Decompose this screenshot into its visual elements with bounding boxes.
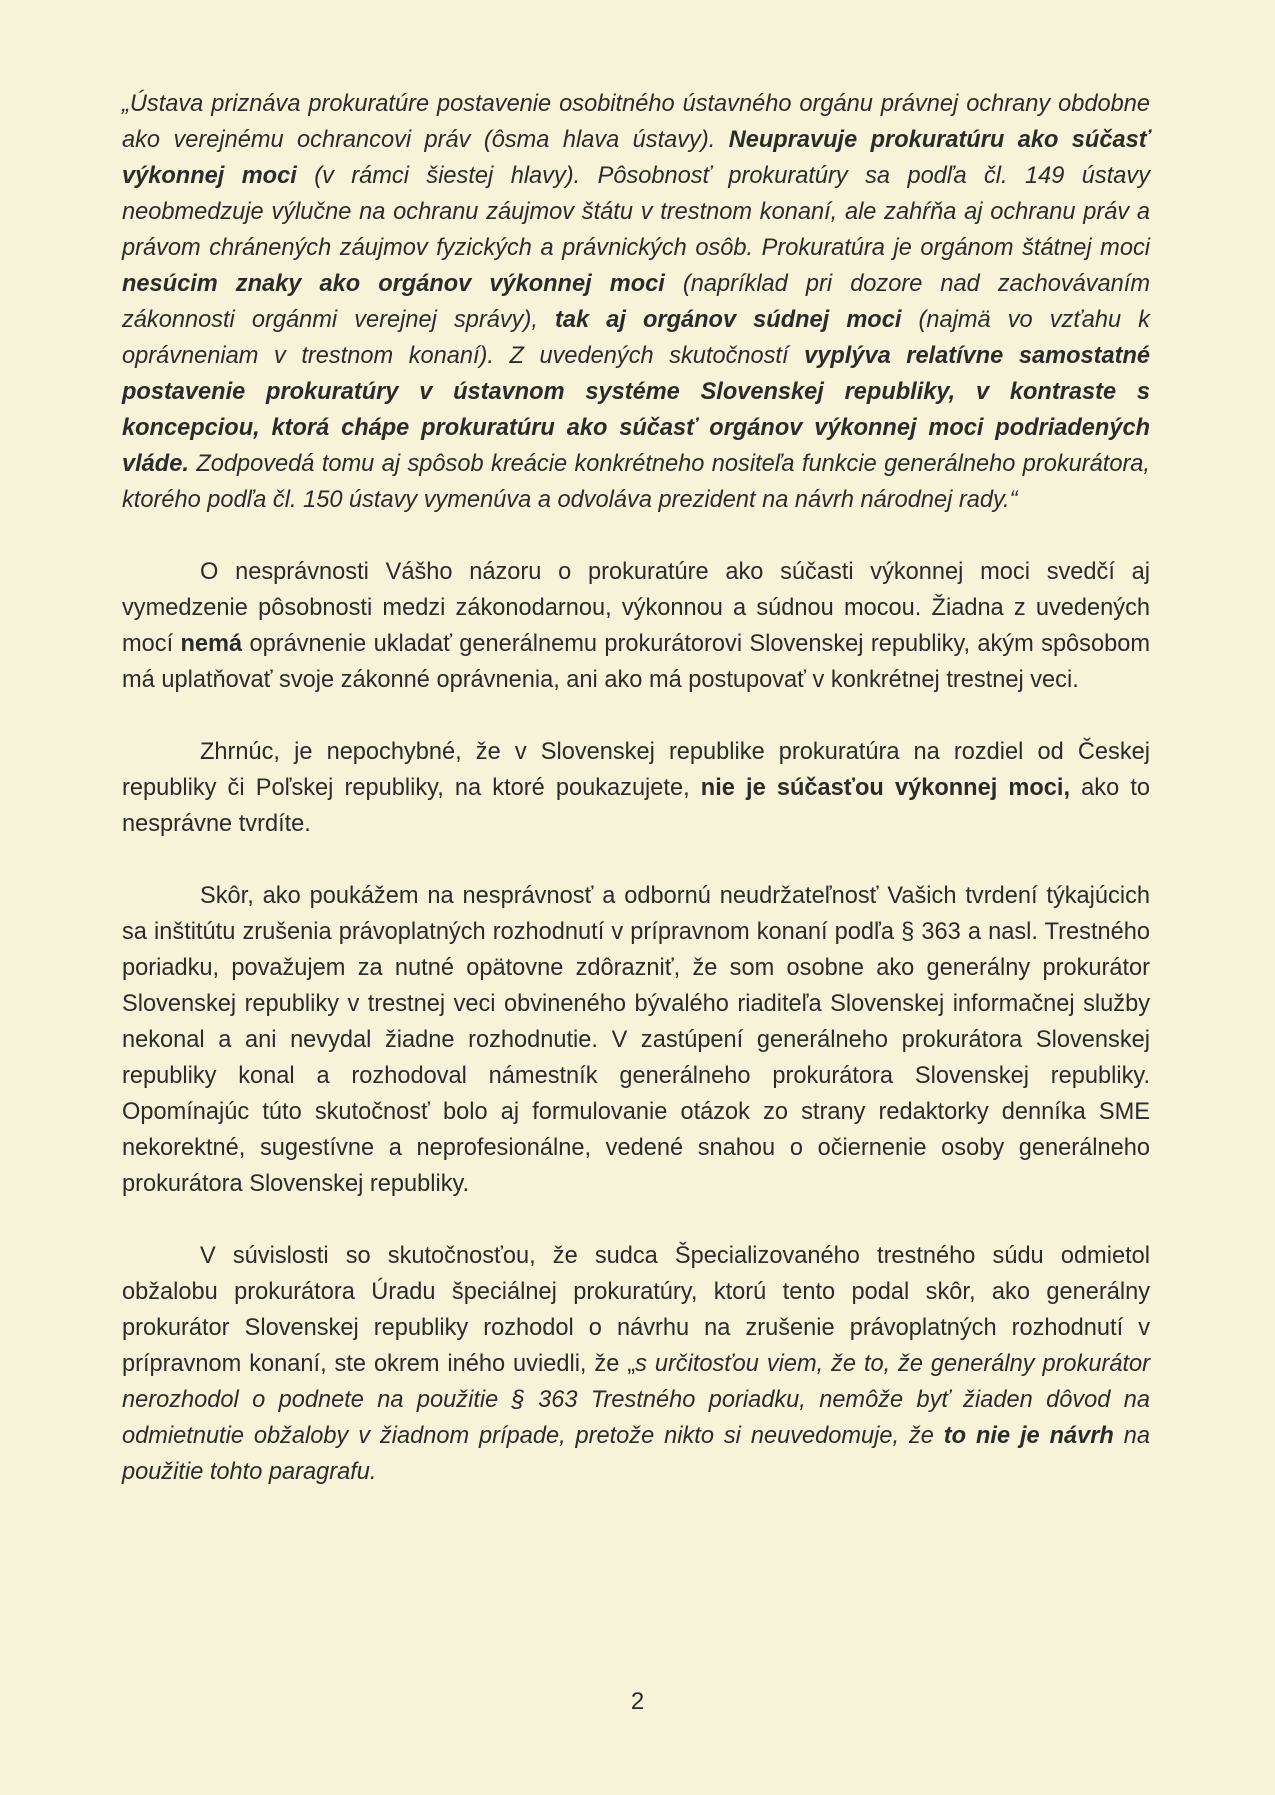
paragraph-4 [122,878,1150,1202]
text-segment: Skôr, ako poukážem na nesprávnosť a odbornú neudržateľnosť Vašich tvrdení týkajúcich sa inštitútu zrušenia právoplatných rozhodnutí v prípravnom konaní podľa § 363 a nasl. Trestného poriadku, považujem za nutné opätovne zdôrazniť, že som osobne ako generálny prokurátor Slovenskej republiky v trestnej veci obvineného bývalého riaditeľa Slovenskej informačnej služby nekonal a ani nevydal žiadne rozhodnutie. V zastúpení generálneho prokurátora Slovenskej republiky konal a rozhodoval námestník generálneho prokurátora Slovenskej republiky. Opomínajúc túto skutočnosť bolo aj formulovanie otázok zo strany redaktorky denníka SME nekorektné, sugestívne a neprofesionálne, vedené snahou o očiernenie osoby generálneho prokurátora Slovenskej republiky. [122,883,1150,1197]
text-segment: oprávnenie ukladať generálnemu prokurátorovi Slovenskej republiky, akým spôsobom má uplatňovať svoje zákonné oprávnenia, ani ako má postupovať v konkrétnej trestnej veci. [122,631,1150,693]
text-segment: (v rámci šiestej hlavy). Pôsobnosť prokuratúry sa podľa čl. 149 ústavy neobmedzuje výlučne na ochranu záujmov štátu v trestnom konaní, ale zahŕňa aj ochranu práv a právom chránených záujmov fyzických a právnických osôb. Prokuratúra je orgánom štátnej moci [122,163,1150,261]
text-segment: na použitie tohto paragrafu. [122,1423,1150,1485]
text-segment: Zhrnúc, je nepochybné, že v Slovenskej republike prokuratúra na rozdiel od Českej republiky či Poľskej republiky, na ktoré poukazujete, [122,739,1150,801]
text-segment: O nesprávnosti Vášho názoru o prokuratúre ako súčasti výkonnej moci svedčí aj vymedzenie pôsobnosti medzi zákonodarnou, výkonnou a súdnou mocou. Žiadna z uvedených mocí [122,559,1150,657]
text-segment: „Ústava priznáva prokuratúre postavenie osobitného ústavného orgánu právnej ochrany obdobne ako verejnému ochrancovi práv (ôsma hlava ústavy). [122,91,1150,153]
paragraph-3 [122,734,1150,842]
document-body [122,86,1150,1490]
page-number: 2 [630,1688,645,1715]
text-segment: (najmä vo vzťahu k oprávneniam v trestnom konaní). Z uvedených skutočností [122,307,1150,369]
text-segment: ako to nesprávne tvrdíte. [122,775,1150,837]
text-segment: to nie je návrh [943,1423,1114,1449]
text-segment: Neupravuje prokuratúru ako súčasť výkonnej moci [122,127,1151,189]
text-segment: s určitosťou viem, že to, že generálny prokurátor nerozhodol o podnete na použitie § 363 Trestného poriadku, nemôže byť žiaden dôvod na odmietnutie obžaloby v žiadnom prípade, pretože nikto si neuvedomuje, že [122,1351,1150,1449]
paragraph-5 [122,1238,1150,1490]
text-segment: Zodpovedá tomu aj spôsob kreácie konkrétneho nositeľa funkcie generálneho prokurátora, ktorého podľa čl. 150 ústavy vymenúva a odvoláva prezident na návrh národnej rady.“ [122,451,1150,513]
text-segment: nie je súčasťou výkonnej moci, [700,775,1071,801]
text-segment: nesúcim znaky ako orgánov výkonnej moci [122,271,665,297]
text-segment: vyplýva relatívne samostatné postavenie prokuratúry v ústavnom systéme Slovenskej republiky, v kontraste s koncepciou, ktorá chápe prokuratúru ako súčasť orgánov výkonnej moci podriadených vláde. [122,343,1150,477]
text-segment: (napríklad pri dozore nad zachovávaním zákonnosti orgánmi verejnej správy), [122,271,1150,333]
paragraph-2 [122,554,1150,698]
quoted-paragraph [122,86,1150,518]
text-segment: nemá [180,631,243,657]
text-segment: V súvislosti so skutočnosťou, že sudca Špecializovaného trestného súdu odmietol obžalobu prokurátora Úradu špeciálnej prokuratúry, ktorú tento podal skôr, ako generálny prokurátor Slovenskej republiky rozhodol o návrhu na zrušenie právoplatných rozhodnutí v prípravnom konaní, ste okrem iného uviedli, že „ [122,1243,1150,1377]
text-segment: tak aj orgánov súdnej moci [555,307,902,333]
